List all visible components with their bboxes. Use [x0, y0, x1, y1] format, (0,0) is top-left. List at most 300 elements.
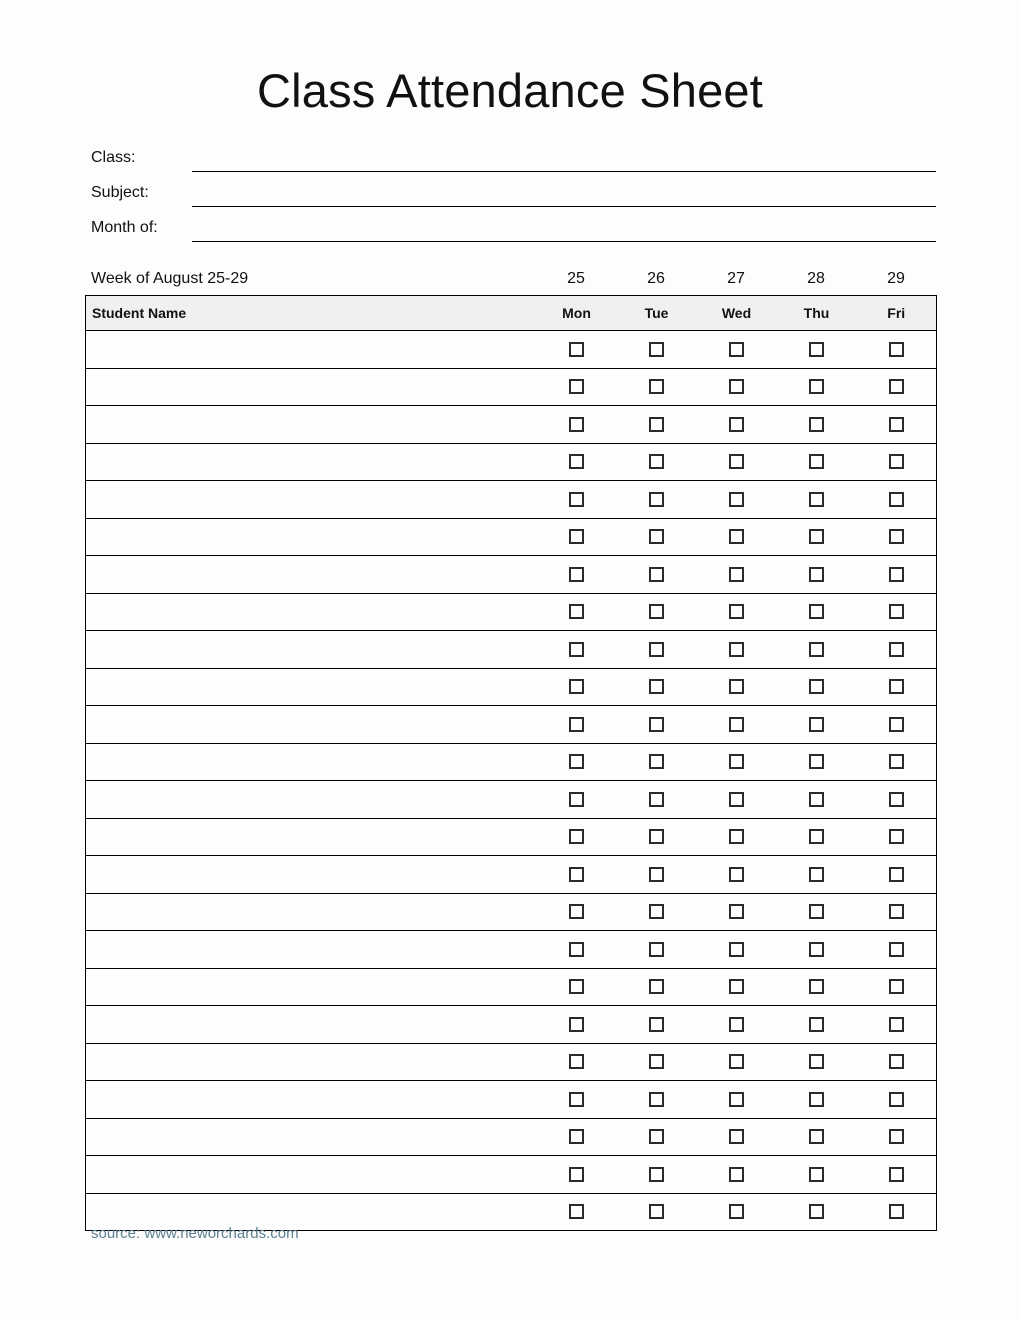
- attendance-cell-tue[interactable]: [617, 668, 697, 706]
- attendance-checkbox-icon[interactable]: [729, 754, 744, 769]
- day-number-2: 27: [727, 270, 745, 287]
- attendance-cell-tue[interactable]: [617, 1043, 697, 1081]
- attendance-cell-tue[interactable]: [617, 1006, 697, 1044]
- attendance-checkbox-icon[interactable]: [649, 792, 664, 807]
- attendance-checkbox-icon[interactable]: [889, 454, 904, 469]
- attendance-checkbox-icon[interactable]: [569, 1092, 584, 1107]
- attendance-checkbox-icon[interactable]: [569, 942, 584, 957]
- attendance-cell-wed[interactable]: [697, 1118, 777, 1156]
- attendance-checkbox-icon[interactable]: [729, 942, 744, 957]
- attendance-checkbox-icon[interactable]: [649, 529, 664, 544]
- attendance-cell-fri[interactable]: [857, 968, 937, 1006]
- attendance-cell-mon[interactable]: [537, 556, 617, 594]
- attendance-checkbox-icon[interactable]: [569, 979, 584, 994]
- attendance-cell-tue[interactable]: [617, 781, 697, 819]
- header-day-wed: Wed: [697, 296, 777, 331]
- attendance-checkbox-icon[interactable]: [569, 754, 584, 769]
- attendance-checkbox-icon[interactable]: [649, 454, 664, 469]
- attendance-cell-fri[interactable]: [857, 1193, 937, 1231]
- attendance-cell-tue[interactable]: [617, 481, 697, 519]
- attendance-cell-thu[interactable]: [777, 556, 857, 594]
- attendance-cell-mon[interactable]: [537, 593, 617, 631]
- attendance-cell-wed[interactable]: [697, 893, 777, 931]
- attendance-checkbox-icon[interactable]: [729, 492, 744, 507]
- attendance-checkbox-icon[interactable]: [889, 642, 904, 657]
- attendance-cell-tue[interactable]: [617, 331, 697, 369]
- table-row: [86, 556, 937, 594]
- subject-input-line[interactable]: [192, 206, 936, 207]
- attendance-checkbox-icon[interactable]: [649, 904, 664, 919]
- attendance-cell-thu[interactable]: [777, 1081, 857, 1119]
- attendance-checkbox-icon[interactable]: [569, 604, 584, 619]
- attendance-checkbox-icon[interactable]: [649, 679, 664, 694]
- table-row: [86, 368, 937, 406]
- attendance-cell-tue[interactable]: [617, 1156, 697, 1194]
- table-row: [86, 631, 937, 669]
- attendance-checkbox-icon[interactable]: [649, 417, 664, 432]
- attendance-cell-thu[interactable]: [777, 1118, 857, 1156]
- student-name-cell[interactable]: [86, 1006, 537, 1044]
- attendance-cell-tue[interactable]: [617, 968, 697, 1006]
- attendance-cell-wed[interactable]: [697, 668, 777, 706]
- attendance-cell-mon[interactable]: [537, 331, 617, 369]
- attendance-cell-wed[interactable]: [697, 818, 777, 856]
- student-name-cell[interactable]: [86, 406, 537, 444]
- attendance-cell-wed[interactable]: [697, 743, 777, 781]
- attendance-checkbox-icon[interactable]: [569, 1129, 584, 1144]
- attendance-checkbox-icon[interactable]: [809, 492, 824, 507]
- attendance-cell-fri[interactable]: [857, 406, 937, 444]
- attendance-checkbox-icon[interactable]: [889, 717, 904, 732]
- attendance-checkbox-icon[interactable]: [569, 904, 584, 919]
- attendance-cell-thu[interactable]: [777, 931, 857, 969]
- attendance-checkbox-icon[interactable]: [889, 754, 904, 769]
- student-name-cell[interactable]: [86, 706, 537, 744]
- attendance-cell-thu[interactable]: [777, 406, 857, 444]
- attendance-checkbox-icon[interactable]: [729, 342, 744, 357]
- student-name-cell[interactable]: [86, 556, 537, 594]
- attendance-checkbox-icon[interactable]: [809, 529, 824, 544]
- attendance-cell-mon[interactable]: [537, 1193, 617, 1231]
- student-name-cell[interactable]: [86, 593, 537, 631]
- attendance-checkbox-icon[interactable]: [649, 1129, 664, 1144]
- attendance-checkbox-icon[interactable]: [569, 567, 584, 582]
- day-number-0: 25: [567, 270, 585, 287]
- attendance-cell-mon[interactable]: [537, 706, 617, 744]
- header-day-thu: Thu: [777, 296, 857, 331]
- attendance-cell-wed[interactable]: [697, 443, 777, 481]
- attendance-checkbox-icon[interactable]: [569, 342, 584, 357]
- attendance-checkbox-icon[interactable]: [889, 829, 904, 844]
- attendance-cell-fri[interactable]: [857, 781, 937, 819]
- attendance-checkbox-icon[interactable]: [809, 567, 824, 582]
- attendance-checkbox-icon[interactable]: [569, 1167, 584, 1182]
- attendance-cell-thu[interactable]: [777, 1193, 857, 1231]
- attendance-checkbox-icon[interactable]: [649, 567, 664, 582]
- attendance-checkbox-icon[interactable]: [809, 867, 824, 882]
- attendance-cell-wed[interactable]: [697, 931, 777, 969]
- attendance-checkbox-icon[interactable]: [729, 1204, 744, 1219]
- attendance-checkbox-icon[interactable]: [569, 679, 584, 694]
- table-row: [86, 1081, 937, 1119]
- attendance-cell-tue[interactable]: [617, 631, 697, 669]
- student-name-cell[interactable]: [86, 1081, 537, 1119]
- attendance-checkbox-icon[interactable]: [569, 717, 584, 732]
- student-name-cell[interactable]: [86, 481, 537, 519]
- month-label: Month of:: [91, 219, 158, 236]
- student-name-cell[interactable]: [86, 631, 537, 669]
- attendance-checkbox-icon[interactable]: [649, 604, 664, 619]
- attendance-cell-wed[interactable]: [697, 406, 777, 444]
- attendance-cell-fri[interactable]: [857, 518, 937, 556]
- attendance-checkbox-icon[interactable]: [569, 529, 584, 544]
- table-row: [86, 968, 937, 1006]
- meta-row-month: [91, 209, 936, 244]
- attendance-checkbox-icon[interactable]: [569, 867, 584, 882]
- page-title: Class Attendance Sheet: [256, 64, 764, 117]
- attendance-cell-thu[interactable]: [777, 1043, 857, 1081]
- attendance-cell-tue[interactable]: [617, 856, 697, 894]
- attendance-checkbox-icon[interactable]: [889, 942, 904, 957]
- attendance-cell-mon[interactable]: [537, 481, 617, 519]
- attendance-cell-wed[interactable]: [697, 481, 777, 519]
- attendance-checkbox-icon[interactable]: [809, 1017, 824, 1032]
- month-input-line[interactable]: [192, 241, 936, 242]
- header-day-tue: Tue: [617, 296, 697, 331]
- attendance-checkbox-icon[interactable]: [809, 679, 824, 694]
- attendance-cell-mon[interactable]: [537, 631, 617, 669]
- attendance-checkbox-icon[interactable]: [649, 942, 664, 957]
- attendance-checkbox-icon[interactable]: [729, 379, 744, 394]
- attendance-cell-fri[interactable]: [857, 593, 937, 631]
- week-label: Week of August 25-29: [91, 270, 249, 287]
- attendance-checkbox-icon[interactable]: [569, 1017, 584, 1032]
- table-row: [86, 818, 937, 856]
- attendance-checkbox-icon[interactable]: [729, 642, 744, 657]
- attendance-checkbox-icon[interactable]: [649, 1167, 664, 1182]
- student-name-cell[interactable]: [86, 781, 537, 819]
- attendance-checkbox-icon[interactable]: [809, 717, 824, 732]
- attendance-checkbox-icon[interactable]: [809, 604, 824, 619]
- attendance-checkbox-icon[interactable]: [889, 904, 904, 919]
- attendance-cell-fri[interactable]: [857, 743, 937, 781]
- attendance-cell-fri[interactable]: [857, 1043, 937, 1081]
- attendance-checkbox-icon[interactable]: [649, 1092, 664, 1107]
- table-row: [86, 668, 937, 706]
- attendance-cell-thu[interactable]: [777, 781, 857, 819]
- attendance-cell-fri[interactable]: [857, 481, 937, 519]
- attendance-checkbox-icon[interactable]: [649, 754, 664, 769]
- attendance-cell-mon[interactable]: [537, 668, 617, 706]
- attendance-checkbox-icon[interactable]: [809, 1204, 824, 1219]
- attendance-cell-thu[interactable]: [777, 818, 857, 856]
- attendance-cell-tue[interactable]: [617, 706, 697, 744]
- table-row: [86, 406, 937, 444]
- attendance-checkbox-icon[interactable]: [729, 454, 744, 469]
- attendance-cell-mon[interactable]: [537, 1043, 617, 1081]
- attendance-checkbox-icon[interactable]: [649, 1204, 664, 1219]
- table-row: [86, 931, 937, 969]
- attendance-checkbox-icon[interactable]: [649, 1054, 664, 1069]
- attendance-checkbox-icon[interactable]: [889, 1017, 904, 1032]
- attendance-cell-wed[interactable]: [697, 1006, 777, 1044]
- student-name-cell[interactable]: [86, 668, 537, 706]
- attendance-checkbox-icon[interactable]: [569, 829, 584, 844]
- attendance-checkbox-icon[interactable]: [569, 454, 584, 469]
- student-name-cell[interactable]: [86, 818, 537, 856]
- attendance-checkbox-icon[interactable]: [809, 417, 824, 432]
- table-row: [86, 781, 937, 819]
- attendance-checkbox-icon[interactable]: [809, 792, 824, 807]
- student-name-cell[interactable]: [86, 1156, 537, 1194]
- attendance-cell-wed[interactable]: [697, 631, 777, 669]
- attendance-cell-wed[interactable]: [697, 593, 777, 631]
- class-label: Class:: [91, 149, 136, 166]
- attendance-cell-wed[interactable]: [697, 1043, 777, 1081]
- attendance-cell-mon[interactable]: [537, 406, 617, 444]
- attendance-checkbox-icon[interactable]: [729, 979, 744, 994]
- attendance-cell-mon[interactable]: [537, 1118, 617, 1156]
- attendance-checkbox-icon[interactable]: [729, 829, 744, 844]
- attendance-cell-wed[interactable]: [697, 331, 777, 369]
- attendance-cell-mon[interactable]: [537, 1006, 617, 1044]
- attendance-cell-thu[interactable]: [777, 443, 857, 481]
- table-row: [86, 893, 937, 931]
- attendance-cell-fri[interactable]: [857, 1156, 937, 1194]
- header-day-mon: Mon: [537, 296, 617, 331]
- attendance-cell-mon[interactable]: [537, 856, 617, 894]
- attendance-checkbox-icon[interactable]: [729, 1017, 744, 1032]
- table-row: [86, 331, 937, 369]
- attendance-cell-wed[interactable]: [697, 968, 777, 1006]
- attendance-checkbox-icon[interactable]: [809, 942, 824, 957]
- attendance-cell-tue[interactable]: [617, 518, 697, 556]
- student-name-cell[interactable]: [86, 1118, 537, 1156]
- attendance-checkbox-icon[interactable]: [809, 1167, 824, 1182]
- attendance-cell-mon[interactable]: [537, 931, 617, 969]
- attendance-checkbox-icon[interactable]: [809, 1054, 824, 1069]
- attendance-cell-tue[interactable]: [617, 818, 697, 856]
- attendance-checkbox-icon[interactable]: [889, 867, 904, 882]
- attendance-checkbox-icon[interactable]: [649, 717, 664, 732]
- attendance-cell-tue[interactable]: [617, 893, 697, 931]
- attendance-checkbox-icon[interactable]: [649, 829, 664, 844]
- attendance-checkbox-icon[interactable]: [809, 1129, 824, 1144]
- attendance-checkbox-icon[interactable]: [809, 454, 824, 469]
- attendance-cell-thu[interactable]: [777, 668, 857, 706]
- attendance-checkbox-icon[interactable]: [569, 417, 584, 432]
- attendance-checkbox-icon[interactable]: [889, 417, 904, 432]
- attendance-cell-fri[interactable]: [857, 631, 937, 669]
- attendance-cell-mon[interactable]: [537, 893, 617, 931]
- attendance-checkbox-icon[interactable]: [729, 1092, 744, 1107]
- attendance-cell-thu[interactable]: [777, 481, 857, 519]
- attendance-cell-fri[interactable]: [857, 856, 937, 894]
- attendance-cell-mon[interactable]: [537, 781, 617, 819]
- attendance-checkbox-icon[interactable]: [809, 342, 824, 357]
- attendance-checkbox-icon[interactable]: [889, 979, 904, 994]
- attendance-cell-thu[interactable]: [777, 743, 857, 781]
- attendance-checkbox-icon[interactable]: [889, 492, 904, 507]
- attendance-checkbox-icon[interactable]: [569, 1054, 584, 1069]
- attendance-checkbox-icon[interactable]: [729, 529, 744, 544]
- attendance-cell-thu[interactable]: [777, 518, 857, 556]
- attendance-cell-wed[interactable]: [697, 1193, 777, 1231]
- student-name-cell[interactable]: [86, 968, 537, 1006]
- attendance-cell-mon[interactable]: [537, 368, 617, 406]
- attendance-cell-mon[interactable]: [537, 518, 617, 556]
- attendance-cell-fri[interactable]: [857, 443, 937, 481]
- attendance-cell-fri[interactable]: [857, 931, 937, 969]
- attendance-cell-mon[interactable]: [537, 443, 617, 481]
- attendance-cell-wed[interactable]: [697, 1156, 777, 1194]
- attendance-cell-wed[interactable]: [697, 856, 777, 894]
- attendance-cell-tue[interactable]: [617, 593, 697, 631]
- attendance-checkbox-icon[interactable]: [729, 1054, 744, 1069]
- attendance-checkbox-icon[interactable]: [649, 379, 664, 394]
- attendance-cell-thu[interactable]: [777, 1156, 857, 1194]
- attendance-checkbox-icon[interactable]: [889, 792, 904, 807]
- attendance-checkbox-icon[interactable]: [809, 904, 824, 919]
- attendance-cell-thu[interactable]: [777, 593, 857, 631]
- student-name-cell[interactable]: [86, 856, 537, 894]
- attendance-cell-tue[interactable]: [617, 556, 697, 594]
- attendance-cell-fri[interactable]: [857, 331, 937, 369]
- attendance-checkbox-icon[interactable]: [569, 379, 584, 394]
- attendance-checkbox-icon[interactable]: [809, 642, 824, 657]
- attendance-cell-wed[interactable]: [697, 706, 777, 744]
- attendance-checkbox-icon[interactable]: [889, 1092, 904, 1107]
- attendance-cell-wed[interactable]: [697, 518, 777, 556]
- attendance-checkbox-icon[interactable]: [729, 792, 744, 807]
- attendance-checkbox-icon[interactable]: [889, 604, 904, 619]
- attendance-checkbox-icon[interactable]: [729, 717, 744, 732]
- attendance-checkbox-icon[interactable]: [729, 679, 744, 694]
- attendance-cell-tue[interactable]: [617, 443, 697, 481]
- attendance-checkbox-icon[interactable]: [889, 567, 904, 582]
- student-name-cell[interactable]: [86, 743, 537, 781]
- attendance-cell-fri[interactable]: [857, 893, 937, 931]
- student-name-cell[interactable]: [86, 893, 537, 931]
- attendance-cell-fri[interactable]: [857, 706, 937, 744]
- attendance-cell-mon[interactable]: [537, 743, 617, 781]
- attendance-checkbox-icon[interactable]: [889, 529, 904, 544]
- attendance-checkbox-icon[interactable]: [729, 867, 744, 882]
- attendance-cell-thu[interactable]: [777, 968, 857, 1006]
- attendance-cell-fri[interactable]: [857, 556, 937, 594]
- attendance-checkbox-icon[interactable]: [729, 1167, 744, 1182]
- attendance-checkbox-icon[interactable]: [889, 1204, 904, 1219]
- student-name-cell[interactable]: [86, 368, 537, 406]
- attendance-checkbox-icon[interactable]: [809, 829, 824, 844]
- attendance-cell-mon[interactable]: [537, 968, 617, 1006]
- attendance-checkbox-icon[interactable]: [809, 979, 824, 994]
- meta-row-class: [91, 139, 936, 174]
- attendance-cell-wed[interactable]: [697, 1081, 777, 1119]
- attendance-cell-mon[interactable]: [537, 1156, 617, 1194]
- table-row: [86, 443, 937, 481]
- attendance-checkbox-icon[interactable]: [809, 1092, 824, 1107]
- attendance-checkbox-icon[interactable]: [889, 379, 904, 394]
- attendance-checkbox-icon[interactable]: [569, 1204, 584, 1219]
- header-student-name: Student Name: [86, 296, 537, 331]
- attendance-checkbox-icon[interactable]: [809, 379, 824, 394]
- attendance-checkbox-icon[interactable]: [649, 1017, 664, 1032]
- attendance-cell-fri[interactable]: [857, 368, 937, 406]
- attendance-checkbox-icon[interactable]: [649, 642, 664, 657]
- attendance-checkbox-icon[interactable]: [809, 754, 824, 769]
- attendance-checkbox-icon[interactable]: [729, 567, 744, 582]
- attendance-cell-tue[interactable]: [617, 743, 697, 781]
- student-name-cell[interactable]: [86, 331, 537, 369]
- attendance-checkbox-icon[interactable]: [569, 642, 584, 657]
- day-number-3: 28: [807, 270, 825, 287]
- attendance-checkbox-icon[interactable]: [649, 492, 664, 507]
- attendance-checkbox-icon[interactable]: [889, 1129, 904, 1144]
- attendance-checkbox-icon[interactable]: [649, 342, 664, 357]
- day-number-1: 26: [647, 270, 665, 287]
- attendance-checkbox-icon[interactable]: [569, 492, 584, 507]
- student-name-cell[interactable]: [86, 931, 537, 969]
- attendance-cell-thu[interactable]: [777, 706, 857, 744]
- attendance-cell-tue[interactable]: [617, 406, 697, 444]
- attendance-checkbox-icon[interactable]: [889, 679, 904, 694]
- attendance-checkbox-icon[interactable]: [649, 979, 664, 994]
- table-row: [86, 743, 937, 781]
- attendance-cell-mon[interactable]: [537, 1081, 617, 1119]
- attendance-cell-wed[interactable]: [697, 368, 777, 406]
- attendance-cell-thu[interactable]: [777, 631, 857, 669]
- attendance-checkbox-icon[interactable]: [889, 1054, 904, 1069]
- attendance-cell-thu[interactable]: [777, 1006, 857, 1044]
- student-name-cell[interactable]: [86, 1043, 537, 1081]
- table-row: [86, 593, 937, 631]
- attendance-cell-tue[interactable]: [617, 1118, 697, 1156]
- attendance-checkbox-icon[interactable]: [889, 342, 904, 357]
- attendance-cell-wed[interactable]: [697, 781, 777, 819]
- attendance-cell-fri[interactable]: [857, 1118, 937, 1156]
- attendance-checkbox-icon[interactable]: [729, 904, 744, 919]
- attendance-checkbox-icon[interactable]: [569, 792, 584, 807]
- attendance-cell-thu[interactable]: [777, 331, 857, 369]
- class-input-line[interactable]: [192, 171, 936, 172]
- attendance-cell-tue[interactable]: [617, 368, 697, 406]
- subject-label: Subject:: [91, 184, 149, 201]
- attendance-cell-thu[interactable]: [777, 856, 857, 894]
- header-day-fri: Fri: [857, 296, 937, 331]
- attendance-cell-mon[interactable]: [537, 818, 617, 856]
- attendance-checkbox-icon[interactable]: [729, 417, 744, 432]
- student-name-cell[interactable]: [86, 443, 537, 481]
- attendance-checkbox-icon[interactable]: [889, 1167, 904, 1182]
- attendance-cell-fri[interactable]: [857, 1081, 937, 1119]
- table-row: [86, 1006, 937, 1044]
- attendance-cell-thu[interactable]: [777, 368, 857, 406]
- attendance-cell-tue[interactable]: [617, 931, 697, 969]
- attendance-cell-thu[interactable]: [777, 893, 857, 931]
- attendance-cell-fri[interactable]: [857, 1006, 937, 1044]
- student-name-cell[interactable]: [86, 518, 537, 556]
- attendance-cell-tue[interactable]: [617, 1193, 697, 1231]
- attendance-checkbox-icon[interactable]: [649, 867, 664, 882]
- attendance-cell-wed[interactable]: [697, 556, 777, 594]
- attendance-cell-fri[interactable]: [857, 668, 937, 706]
- attendance-checkbox-icon[interactable]: [729, 1129, 744, 1144]
- attendance-cell-tue[interactable]: [617, 1081, 697, 1119]
- attendance-checkbox-icon[interactable]: [729, 604, 744, 619]
- attendance-cell-fri[interactable]: [857, 818, 937, 856]
- week-strip: [85, 265, 936, 293]
